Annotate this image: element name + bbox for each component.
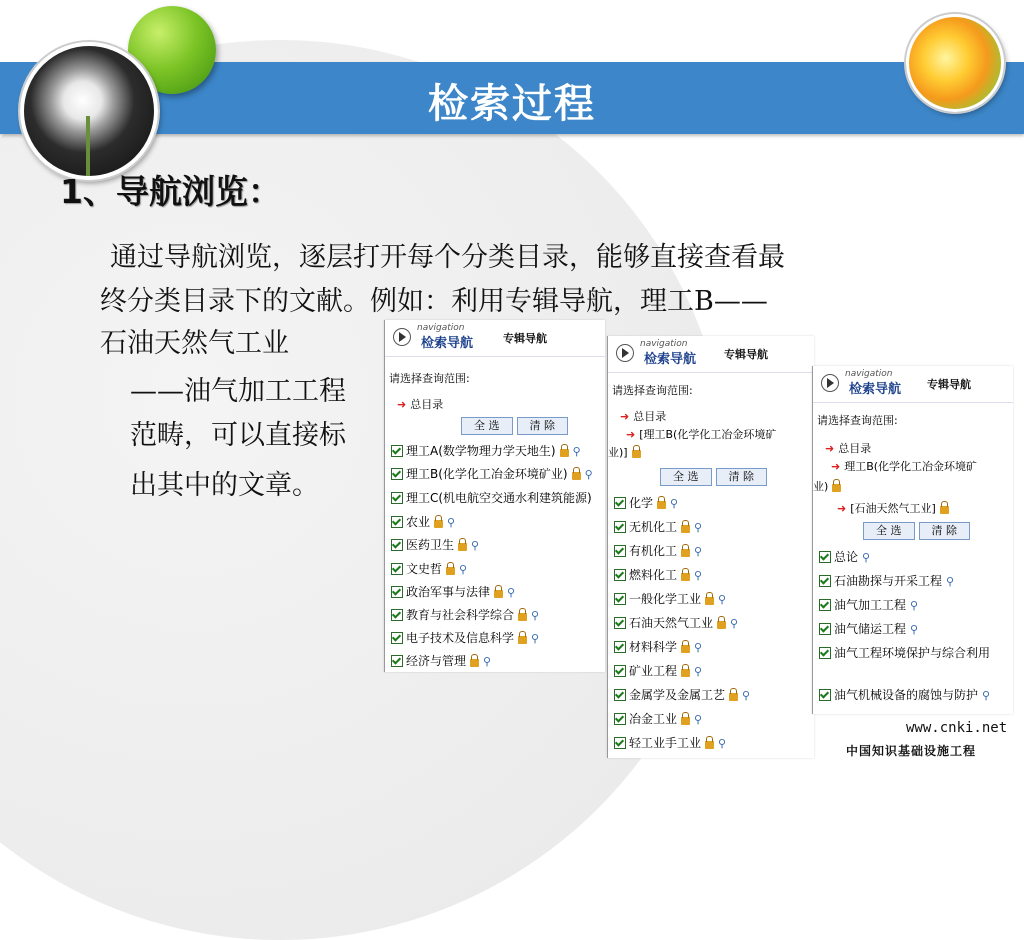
checkbox[interactable] xyxy=(614,689,626,701)
select-all-button[interactable]: 全 选 xyxy=(863,522,915,540)
category-item[interactable]: 轻工业手工业 ⚲ xyxy=(614,734,726,752)
sub-link-cont: 业) xyxy=(813,478,841,494)
nav-en-label: navigation xyxy=(640,339,688,349)
button-group xyxy=(660,468,771,486)
search-icon[interactable]: ⚲ xyxy=(742,688,751,702)
lock-icon xyxy=(705,741,714,749)
checkbox[interactable] xyxy=(614,521,626,533)
paragraph-line: 出其中的文章。 xyxy=(130,470,319,501)
lock-icon xyxy=(681,525,690,533)
checkbox[interactable] xyxy=(614,545,626,557)
search-icon[interactable]: ⚲ xyxy=(572,444,581,458)
search-icon[interactable]: ⚲ xyxy=(670,496,679,510)
search-icon[interactable]: ⚲ xyxy=(531,631,540,645)
category-item[interactable]: 油气机械设备的腐蚀与防护 ⚲ xyxy=(819,686,990,704)
category-item[interactable]: 经济与管理 ⚲ xyxy=(391,652,491,670)
root-link[interactable]: ➜ 总目录 xyxy=(397,398,444,411)
sub-link-cont: 业)] xyxy=(608,444,641,460)
lock-icon xyxy=(494,590,503,598)
paragraph-line: 终分类目录下的文献。例如：利用专辑导航，理工B—— xyxy=(100,286,768,317)
search-icon[interactable]: ⚲ xyxy=(694,568,703,582)
play-icon[interactable] xyxy=(616,344,634,362)
root-link[interactable]: ➜ 总目录 xyxy=(825,442,872,455)
category-item[interactable]: 理工C(机电航空交通水利建筑能源) xyxy=(391,489,592,507)
checkbox[interactable] xyxy=(391,492,403,504)
search-icon[interactable]: ⚲ xyxy=(694,520,703,534)
category-item[interactable]: 理工A(数学物理力学天地生) ⚲ xyxy=(391,442,581,460)
scope-label: 请选择查询范围: xyxy=(612,384,693,397)
tab-zhuanji[interactable]: 专辑导航 xyxy=(927,378,971,391)
clear-button[interactable]: 清 除 xyxy=(716,468,768,486)
lock-icon xyxy=(470,659,479,667)
search-icon[interactable]: ⚲ xyxy=(910,598,919,612)
slide-title: 检索过程 xyxy=(428,81,596,127)
category-item[interactable]: 有机化工 ⚲ xyxy=(614,542,702,560)
nav-en-label: navigation xyxy=(845,369,893,379)
checkbox[interactable] xyxy=(819,647,831,659)
category-item[interactable]: 燃料化工 ⚲ xyxy=(614,566,702,584)
checkbox[interactable] xyxy=(819,689,831,701)
arrow-icon: ➜ xyxy=(397,398,407,411)
lock-icon xyxy=(705,597,714,605)
scope-label: 请选择查询范围: xyxy=(389,372,470,385)
search-icon[interactable]: ⚲ xyxy=(718,736,727,750)
lock-icon xyxy=(729,693,738,701)
checkbox[interactable] xyxy=(614,665,626,677)
arrow-icon: ➜ xyxy=(825,442,835,455)
button-group xyxy=(461,417,572,435)
sub-link[interactable]: ➜ 理工B(化学化工冶金环境矿 xyxy=(831,460,978,473)
category-item[interactable]: 石油勘探与开采工程 ⚲ xyxy=(819,572,954,590)
search-icon[interactable]: ⚲ xyxy=(730,616,739,630)
checkbox[interactable] xyxy=(819,623,831,635)
nav-panel-2 xyxy=(607,336,814,758)
play-icon[interactable] xyxy=(821,374,839,392)
lock-icon xyxy=(681,549,690,557)
checkbox[interactable] xyxy=(391,539,403,551)
category-item[interactable]: 化学 ⚲ xyxy=(614,494,678,512)
lock-icon xyxy=(446,567,455,575)
nav-panel-3 xyxy=(812,366,1013,714)
category-item[interactable]: 矿业工程 ⚲ xyxy=(614,662,702,680)
checkbox[interactable] xyxy=(614,617,626,629)
checkbox[interactable] xyxy=(614,713,626,725)
lock-icon xyxy=(940,506,949,514)
category-item[interactable]: 教育与社会科学综合 ⚲ xyxy=(391,606,539,624)
dandelion-image xyxy=(20,42,158,180)
lock-icon xyxy=(572,472,581,480)
checkbox[interactable] xyxy=(391,632,403,644)
search-icon[interactable]: ⚲ xyxy=(459,562,468,576)
lock-icon xyxy=(717,621,726,629)
arrow-icon: ➜ xyxy=(831,460,841,473)
category-item[interactable]: 油气工程环境保护与综合利用 xyxy=(819,644,990,662)
checkbox[interactable] xyxy=(391,468,403,480)
category-item[interactable]: 材料科学 ⚲ xyxy=(614,638,702,656)
paragraph-line: 范畴，可以直接标 xyxy=(130,420,346,451)
category-item[interactable]: 油气加工工程 ⚲ xyxy=(819,596,918,614)
category-item[interactable]: 农业 ⚲ xyxy=(391,513,455,531)
tab-zhuanji[interactable]: 专辑导航 xyxy=(503,332,547,345)
paragraph-line: ——油气加工工程 xyxy=(130,376,346,407)
checkbox[interactable] xyxy=(391,516,403,528)
checkbox[interactable] xyxy=(391,563,403,575)
checkbox[interactable] xyxy=(819,599,831,611)
lock-icon xyxy=(518,636,527,644)
arrow-icon: ➜ xyxy=(626,428,636,441)
nav-header xyxy=(385,320,605,357)
play-icon[interactable] xyxy=(393,328,411,346)
category-item[interactable]: 金属学及金属工艺 ⚲ xyxy=(614,686,750,704)
sub-link[interactable]: ➜ [理工B(化学化工冶金环境矿 xyxy=(626,428,777,441)
arrow-icon: ➜ xyxy=(837,502,847,515)
paragraph-line: 石油天然气工业 xyxy=(100,328,289,359)
search-icon[interactable]: ⚲ xyxy=(694,544,703,558)
button-group xyxy=(863,522,974,540)
search-icon[interactable]: ⚲ xyxy=(471,538,480,552)
category-item[interactable]: 无机化工 ⚲ xyxy=(614,518,702,536)
search-icon[interactable]: ⚲ xyxy=(483,654,492,668)
nav-title: 检索导航 xyxy=(849,382,902,397)
footer-url: www.cnki.net xyxy=(906,720,1008,736)
category-item[interactable]: 一般化学工业 ⚲ xyxy=(614,590,726,608)
category-item[interactable]: 文史哲 ⚲ xyxy=(391,560,467,578)
lock-icon xyxy=(681,573,690,581)
nav-header xyxy=(813,366,1013,403)
footer-name: 中国知识基础设施工程 xyxy=(846,744,977,758)
search-icon[interactable]: ⚲ xyxy=(694,640,703,654)
current-category[interactable]: ➜ [石油天然气工业] xyxy=(837,500,949,516)
flower-image xyxy=(906,14,1004,112)
category-item[interactable]: 油气储运工程 ⚲ xyxy=(819,620,918,638)
clear-button[interactable]: 清 除 xyxy=(919,522,971,540)
category-item[interactable]: 理工B(化学化工冶金环境矿业) ⚲ xyxy=(391,465,593,483)
checkbox[interactable] xyxy=(819,575,831,587)
search-icon[interactable]: ⚲ xyxy=(694,664,703,678)
category-item[interactable]: 石油天然气工业 ⚲ xyxy=(614,614,738,632)
category-item[interactable]: 冶金工业 ⚲ xyxy=(614,710,702,728)
lock-icon xyxy=(681,717,690,725)
category-item[interactable]: 政治军事与法律 ⚲ xyxy=(391,583,515,601)
search-icon[interactable]: ⚲ xyxy=(718,592,727,606)
checkbox[interactable] xyxy=(614,641,626,653)
search-icon[interactable]: ⚲ xyxy=(447,515,456,529)
search-icon[interactable]: ⚲ xyxy=(982,688,991,702)
lock-icon xyxy=(681,669,690,677)
arrow-icon: ➜ xyxy=(620,410,630,423)
search-icon[interactable]: ⚲ xyxy=(910,622,919,636)
select-all-button[interactable]: 全 选 xyxy=(461,417,513,435)
lock-icon xyxy=(681,645,690,653)
lock-icon xyxy=(560,449,569,457)
section-heading: 1、导航浏览： xyxy=(60,172,281,211)
search-icon[interactable]: ⚲ xyxy=(946,574,955,588)
root-link[interactable]: ➜ 总目录 xyxy=(620,410,667,423)
lock-icon xyxy=(518,613,527,621)
nav-title: 检索导航 xyxy=(644,352,697,367)
nav-header xyxy=(608,336,814,373)
search-icon[interactable]: ⚲ xyxy=(694,712,703,726)
category-item[interactable]: 电子技术及信息科学 ⚲ xyxy=(391,629,539,647)
checkbox[interactable] xyxy=(614,497,626,509)
checkbox[interactable] xyxy=(391,586,403,598)
checkbox[interactable] xyxy=(614,737,626,749)
checkbox[interactable] xyxy=(391,609,403,621)
select-all-button[interactable]: 全 选 xyxy=(660,468,712,486)
lock-icon xyxy=(832,484,841,492)
category-item[interactable]: 总论 ⚲ xyxy=(819,548,870,566)
nav-en-label: navigation xyxy=(417,323,465,333)
lock-icon xyxy=(458,543,467,551)
search-icon[interactable]: ⚲ xyxy=(507,585,516,599)
checkbox[interactable] xyxy=(391,655,403,667)
nav-title: 检索导航 xyxy=(421,336,474,351)
search-icon[interactable]: ⚲ xyxy=(531,608,540,622)
nav-panel-1 xyxy=(384,320,605,672)
cnki-logo xyxy=(836,700,1024,768)
search-icon[interactable]: ⚲ xyxy=(862,550,871,564)
checkbox[interactable] xyxy=(614,593,626,605)
checkbox[interactable] xyxy=(391,445,403,457)
tab-zhuanji[interactable]: 专辑导航 xyxy=(724,348,768,361)
checkbox[interactable] xyxy=(614,569,626,581)
paragraph-line: 通过导航浏览，逐层打开每个分类目录，能够直接查看最 xyxy=(110,242,785,273)
clear-button[interactable]: 清 除 xyxy=(517,417,569,435)
scope-label: 请选择查询范围: xyxy=(817,414,898,427)
checkbox[interactable] xyxy=(819,551,831,563)
search-icon[interactable]: ⚲ xyxy=(584,467,593,481)
lock-icon xyxy=(657,501,666,509)
category-item[interactable]: 医药卫生 ⚲ xyxy=(391,536,479,554)
lock-icon xyxy=(632,450,641,458)
lock-icon xyxy=(434,520,443,528)
